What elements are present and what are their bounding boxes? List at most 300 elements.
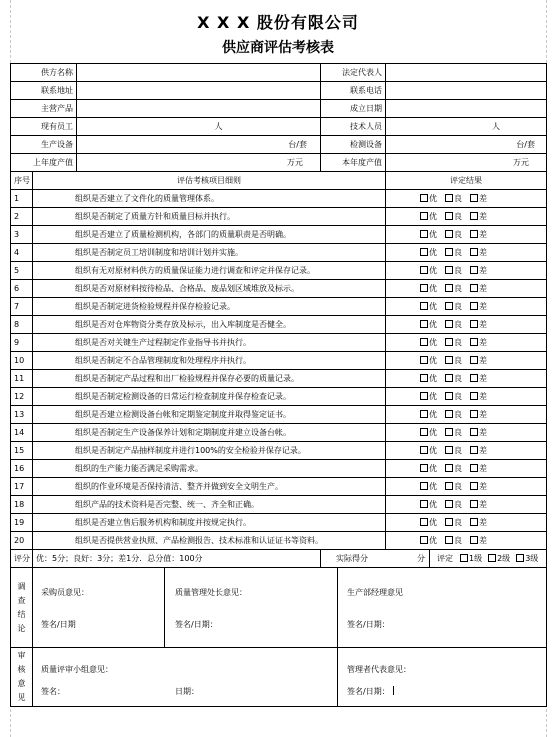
option-poor[interactable] bbox=[470, 427, 487, 438]
header-result: 评定结果 bbox=[386, 172, 547, 190]
option-good[interactable] bbox=[445, 409, 462, 420]
value-tech-staff[interactable] bbox=[386, 118, 547, 136]
checkbox-icon bbox=[470, 212, 478, 220]
criteria-result bbox=[386, 262, 547, 280]
value-address[interactable] bbox=[77, 82, 321, 100]
checkbox-icon bbox=[445, 338, 453, 346]
option-excellent[interactable] bbox=[420, 391, 437, 402]
checkbox-icon bbox=[445, 464, 453, 472]
option-poor-label: 差 bbox=[479, 410, 487, 419]
option-good-label: 良 bbox=[454, 482, 462, 491]
production-manager-sign-date[interactable]: 签名/日期： bbox=[347, 620, 390, 629]
score-rule: 优：5分；良好：3分；差1分．总分值：100分 bbox=[33, 550, 321, 568]
checkbox-icon bbox=[420, 482, 428, 490]
checkbox-icon bbox=[470, 482, 478, 490]
criteria-result bbox=[386, 190, 547, 208]
tech-staff-unit: 人 bbox=[492, 122, 500, 131]
criteria-result bbox=[386, 334, 547, 352]
option-good-label: 良 bbox=[454, 338, 462, 347]
option-poor[interactable] bbox=[470, 373, 487, 384]
criteria-row bbox=[11, 226, 547, 244]
criteria-no: 7 bbox=[11, 298, 33, 316]
criteria-no: 11 bbox=[11, 370, 33, 388]
checkbox-icon bbox=[420, 302, 428, 310]
criteria-result bbox=[386, 280, 547, 298]
criteria-row bbox=[11, 514, 547, 532]
option-excellent-label: 优 bbox=[429, 356, 437, 365]
option-good-label: 良 bbox=[454, 428, 462, 437]
level2-option[interactable] bbox=[488, 553, 510, 564]
checkbox-icon bbox=[445, 392, 453, 400]
score-unit: 分 bbox=[417, 554, 425, 563]
option-poor[interactable] bbox=[470, 517, 487, 528]
criteria-text: 组织是否制定员工培训制度和培训计划并实施。 bbox=[33, 244, 386, 262]
value-production-equipment[interactable] bbox=[77, 136, 321, 154]
option-poor[interactable] bbox=[470, 247, 487, 258]
production-manager-opinion-label: 生产部经理意见 bbox=[347, 588, 403, 597]
option-good[interactable] bbox=[445, 445, 462, 456]
option-excellent[interactable] bbox=[420, 409, 437, 420]
criteria-text: 组织是否建立了质量检测机构，各部门的质量职责是否明确。 bbox=[33, 226, 386, 244]
checkbox-icon bbox=[516, 554, 524, 562]
review-row bbox=[11, 648, 547, 707]
option-excellent-label: 优 bbox=[429, 320, 437, 329]
info-row bbox=[11, 118, 547, 136]
option-excellent[interactable] bbox=[420, 427, 437, 438]
criteria-row bbox=[11, 442, 547, 460]
criteria-no: 5 bbox=[11, 262, 33, 280]
option-poor[interactable] bbox=[470, 463, 487, 474]
option-poor[interactable] bbox=[470, 391, 487, 402]
option-poor[interactable] bbox=[470, 409, 487, 420]
criteria-row bbox=[11, 334, 547, 352]
criteria-result bbox=[386, 244, 547, 262]
checkbox-icon bbox=[445, 212, 453, 220]
quality-head-opinion-label: 质量管理处长意见： bbox=[175, 588, 247, 597]
criteria-no: 19 bbox=[11, 514, 33, 532]
checkbox-icon bbox=[470, 410, 478, 418]
option-excellent-label: 优 bbox=[429, 194, 437, 203]
checkbox-icon bbox=[445, 446, 453, 454]
option-excellent[interactable] bbox=[420, 481, 437, 492]
checkbox-icon bbox=[470, 374, 478, 382]
checkbox-icon bbox=[470, 392, 478, 400]
value-staff[interactable] bbox=[77, 118, 321, 136]
option-good-label: 良 bbox=[454, 230, 462, 239]
level3-option[interactable] bbox=[516, 553, 538, 564]
checkbox-icon bbox=[470, 464, 478, 472]
option-poor-label: 差 bbox=[479, 230, 487, 239]
criteria-row bbox=[11, 496, 547, 514]
option-good[interactable] bbox=[445, 265, 462, 276]
criteria-no: 20 bbox=[11, 532, 33, 550]
option-good[interactable] bbox=[445, 355, 462, 366]
label-established: 成立日期 bbox=[321, 100, 386, 118]
criteria-header-row bbox=[11, 172, 547, 190]
actual-score-value[interactable] bbox=[383, 550, 430, 567]
criteria-no: 3 bbox=[11, 226, 33, 244]
option-excellent-label: 优 bbox=[429, 464, 437, 473]
option-good[interactable] bbox=[445, 337, 462, 348]
criteria-no: 14 bbox=[11, 424, 33, 442]
label-tech-staff: 技术人员 bbox=[321, 118, 386, 136]
criteria-row bbox=[11, 478, 547, 496]
criteria-text: 组织是否建立了文件化的质量管理体系。 bbox=[33, 190, 386, 208]
option-excellent[interactable] bbox=[420, 373, 437, 384]
criteria-text: 组织是否制定生产设备保养计划和定期制度并建立设备台帐。 bbox=[33, 424, 386, 442]
option-poor[interactable] bbox=[470, 265, 487, 276]
option-excellent-label: 优 bbox=[429, 338, 437, 347]
checkbox-icon bbox=[445, 284, 453, 292]
option-poor-label: 差 bbox=[479, 284, 487, 293]
option-poor-label: 差 bbox=[479, 392, 487, 401]
checkbox-icon bbox=[420, 212, 428, 220]
criteria-result bbox=[386, 298, 547, 316]
option-good[interactable] bbox=[445, 481, 462, 492]
evaluation-form bbox=[10, 63, 547, 707]
option-good-label: 良 bbox=[454, 356, 462, 365]
criteria-text: 组织是否建立售后服务机构和制度并按规定执行。 bbox=[33, 514, 386, 532]
option-good[interactable] bbox=[445, 319, 462, 330]
criteria-list bbox=[11, 190, 547, 550]
criteria-row bbox=[11, 298, 547, 316]
criteria-result bbox=[386, 460, 547, 478]
checkbox-icon bbox=[420, 284, 428, 292]
option-poor-label: 差 bbox=[479, 302, 487, 311]
criteria-result bbox=[386, 514, 547, 532]
checkbox-icon bbox=[420, 446, 428, 454]
criteria-text: 组织是否对仓库物资分类存放及标示，出入库制度是否健全。 bbox=[33, 316, 386, 334]
criteria-no: 18 bbox=[11, 496, 33, 514]
criteria-text: 组织是否制定进货检验规程并保存检验记录。 bbox=[33, 298, 386, 316]
option-poor-label: 差 bbox=[479, 374, 487, 383]
criteria-text: 组织产品的技术资料是否完整、统一、齐全和正确。 bbox=[33, 496, 386, 514]
criteria-result bbox=[386, 352, 547, 370]
option-good-label: 良 bbox=[454, 266, 462, 275]
option-excellent[interactable] bbox=[420, 265, 437, 276]
option-good[interactable] bbox=[445, 247, 462, 258]
actual-score-label: 实际得分 bbox=[336, 554, 368, 563]
checkbox-icon bbox=[420, 536, 428, 544]
score-row bbox=[11, 550, 547, 568]
option-poor-label: 差 bbox=[479, 482, 487, 491]
option-good[interactable] bbox=[445, 463, 462, 474]
label-production-equipment: 生产设备 bbox=[11, 136, 77, 154]
checkbox-icon bbox=[420, 194, 428, 202]
score-label: 评分 bbox=[11, 550, 33, 568]
criteria-no: 12 bbox=[11, 388, 33, 406]
survey-label: 调查结论 bbox=[11, 568, 33, 648]
option-poor[interactable] bbox=[470, 535, 487, 546]
checkbox-icon bbox=[470, 446, 478, 454]
company-name: X X X 股份有限公司 bbox=[197, 13, 359, 32]
criteria-result bbox=[386, 208, 547, 226]
this-year-unit: 万元 bbox=[513, 158, 529, 167]
info-row bbox=[11, 100, 547, 118]
option-excellent[interactable] bbox=[420, 283, 437, 294]
option-good-label: 良 bbox=[454, 374, 462, 383]
option-excellent[interactable] bbox=[420, 535, 437, 546]
checkbox-icon bbox=[420, 518, 428, 526]
checkbox-icon bbox=[470, 500, 478, 508]
option-good-label: 良 bbox=[454, 410, 462, 419]
header-no: 序号 bbox=[11, 172, 33, 190]
option-poor-label: 差 bbox=[479, 518, 487, 527]
option-poor-label: 差 bbox=[479, 356, 487, 365]
criteria-no: 15 bbox=[11, 442, 33, 460]
criteria-no: 6 bbox=[11, 280, 33, 298]
criteria-row bbox=[11, 352, 547, 370]
value-main-products[interactable] bbox=[77, 100, 321, 118]
option-good-label: 良 bbox=[454, 536, 462, 545]
document-title: 供应商评估考核表 bbox=[222, 40, 334, 56]
criteria-text: 组织是否对原材料按待检品、合格品、废品划区域堆放及标示。 bbox=[33, 280, 386, 298]
label-this-year-output: 本年度产值 bbox=[321, 154, 386, 172]
option-poor[interactable] bbox=[470, 499, 487, 510]
label-phone: 联系电话 bbox=[321, 82, 386, 100]
criteria-row bbox=[11, 190, 547, 208]
option-good[interactable] bbox=[445, 211, 462, 222]
criteria-text: 组织的生产能力能否满足采购需求。 bbox=[33, 460, 386, 478]
option-excellent[interactable] bbox=[420, 229, 437, 240]
option-excellent-label: 优 bbox=[429, 482, 437, 491]
checkbox-icon bbox=[445, 410, 453, 418]
option-poor-label: 差 bbox=[479, 320, 487, 329]
value-phone[interactable] bbox=[386, 82, 547, 100]
option-poor-label: 差 bbox=[479, 338, 487, 347]
option-excellent[interactable] bbox=[420, 319, 437, 330]
option-poor[interactable] bbox=[470, 445, 487, 456]
option-poor[interactable] bbox=[470, 193, 487, 204]
option-good[interactable] bbox=[445, 373, 462, 384]
option-excellent-label: 优 bbox=[429, 536, 437, 545]
option-poor-label: 差 bbox=[479, 428, 487, 437]
criteria-text: 组织是否制定了质量方针和质量目标并执行。 bbox=[33, 208, 386, 226]
value-established[interactable] bbox=[386, 100, 547, 118]
option-poor-label: 差 bbox=[479, 194, 487, 203]
option-excellent[interactable] bbox=[420, 355, 437, 366]
option-good[interactable] bbox=[445, 301, 462, 312]
option-good-label: 良 bbox=[454, 518, 462, 527]
option-good[interactable] bbox=[445, 427, 462, 438]
checkbox-icon bbox=[445, 518, 453, 526]
option-poor[interactable] bbox=[470, 319, 487, 330]
checkbox-icon bbox=[445, 536, 453, 544]
criteria-row bbox=[11, 208, 547, 226]
criteria-text: 组织是否制定产品过程和出厂检验规程并保存必要的质量记录。 bbox=[33, 370, 386, 388]
checkbox-icon bbox=[420, 410, 428, 418]
option-good[interactable] bbox=[445, 193, 462, 204]
criteria-result bbox=[386, 478, 547, 496]
option-poor[interactable] bbox=[470, 337, 487, 348]
option-good-label: 良 bbox=[454, 500, 462, 509]
criteria-row bbox=[11, 262, 547, 280]
level1-option[interactable] bbox=[460, 553, 482, 564]
option-poor-label: 差 bbox=[479, 464, 487, 473]
option-excellent[interactable] bbox=[420, 499, 437, 510]
criteria-result bbox=[386, 226, 547, 244]
value-inspection-equipment[interactable] bbox=[386, 136, 547, 154]
criteria-result bbox=[386, 424, 547, 442]
management-rep-sign-date-label: 签名/日期： bbox=[347, 687, 390, 696]
checkbox-icon bbox=[420, 266, 428, 274]
option-excellent[interactable] bbox=[420, 211, 437, 222]
checkbox-icon bbox=[445, 266, 453, 274]
option-good[interactable] bbox=[445, 535, 462, 546]
label-staff: 现有员工 bbox=[11, 118, 77, 136]
checkbox-icon bbox=[445, 374, 453, 382]
option-excellent-label: 优 bbox=[429, 518, 437, 527]
label-supplier-name: 供方名称 bbox=[11, 64, 77, 82]
checkbox-icon bbox=[420, 464, 428, 472]
option-good[interactable] bbox=[445, 283, 462, 294]
criteria-no: 13 bbox=[11, 406, 33, 424]
checkbox-icon bbox=[420, 248, 428, 256]
review-team-date[interactable]: 日期： bbox=[175, 687, 199, 696]
staff-unit: 人 bbox=[214, 122, 223, 131]
value-this-year-output[interactable] bbox=[386, 154, 547, 172]
criteria-row bbox=[11, 424, 547, 442]
criteria-row bbox=[11, 406, 547, 424]
criteria-row bbox=[11, 532, 547, 550]
checkbox-icon bbox=[445, 194, 453, 202]
checkbox-icon bbox=[420, 428, 428, 436]
checkbox-icon bbox=[445, 500, 453, 508]
checkbox-icon bbox=[445, 302, 453, 310]
checkbox-icon bbox=[470, 356, 478, 364]
criteria-no: 16 bbox=[11, 460, 33, 478]
checkbox-icon bbox=[470, 230, 478, 238]
option-good[interactable] bbox=[445, 499, 462, 510]
checkbox-icon bbox=[420, 392, 428, 400]
criteria-row bbox=[11, 460, 547, 478]
survey-row bbox=[11, 568, 547, 648]
option-poor[interactable] bbox=[470, 229, 487, 240]
option-excellent-label: 优 bbox=[429, 374, 437, 383]
criteria-row bbox=[11, 244, 547, 262]
checkbox-icon bbox=[470, 428, 478, 436]
option-good-label: 良 bbox=[454, 248, 462, 257]
label-main-products: 主营产品 bbox=[11, 100, 77, 118]
review-team-sign[interactable]: 签名： bbox=[41, 687, 65, 696]
option-excellent[interactable] bbox=[420, 247, 437, 258]
option-poor-label: 差 bbox=[479, 536, 487, 545]
checkbox-icon bbox=[470, 302, 478, 310]
option-excellent-label: 优 bbox=[429, 266, 437, 275]
option-poor-label: 差 bbox=[479, 212, 487, 221]
checkbox-icon bbox=[470, 248, 478, 256]
grade-label: 评定 bbox=[437, 554, 453, 563]
prod-eq-unit: 台/套 bbox=[288, 140, 307, 149]
criteria-no: 17 bbox=[11, 478, 33, 496]
score-result-cell bbox=[321, 550, 547, 568]
level3-label: 3级 bbox=[525, 554, 539, 563]
quality-head-sign-date[interactable]: 签名/日期： bbox=[175, 620, 218, 629]
checkbox-icon bbox=[470, 284, 478, 292]
option-excellent[interactable] bbox=[420, 445, 437, 456]
criteria-no: 1 bbox=[11, 190, 33, 208]
option-excellent-label: 优 bbox=[429, 392, 437, 401]
criteria-result bbox=[386, 316, 547, 334]
criteria-text: 组织是否建立检测设备台帐和定期鉴定制度并取得鉴定证书。 bbox=[33, 406, 386, 424]
option-poor[interactable] bbox=[470, 283, 487, 294]
option-excellent[interactable] bbox=[420, 463, 437, 474]
management-rep-sign-date[interactable] bbox=[347, 686, 394, 697]
criteria-text: 组织是否制定产品抽样制度并进行100%的安全检验并保存记录。 bbox=[33, 442, 386, 460]
purchaser-sign-date[interactable]: 签名/日期 bbox=[41, 620, 76, 629]
checkbox-icon bbox=[470, 536, 478, 544]
criteria-text: 组织是否制定不合品管理制度和处理程序并执行。 bbox=[33, 352, 386, 370]
option-poor[interactable] bbox=[470, 481, 487, 492]
option-excellent[interactable] bbox=[420, 301, 437, 312]
criteria-result bbox=[386, 388, 547, 406]
checkbox-icon bbox=[470, 518, 478, 526]
option-excellent[interactable] bbox=[420, 193, 437, 204]
checkbox-icon bbox=[470, 320, 478, 328]
criteria-result bbox=[386, 406, 547, 424]
option-poor[interactable] bbox=[470, 355, 487, 366]
level1-label: 1级 bbox=[469, 554, 483, 563]
value-last-year-output[interactable] bbox=[77, 154, 321, 172]
option-good[interactable] bbox=[445, 391, 462, 402]
review-section bbox=[33, 648, 547, 707]
option-good[interactable] bbox=[445, 229, 462, 240]
criteria-row bbox=[11, 370, 547, 388]
criteria-result bbox=[386, 496, 547, 514]
review-team-opinion-label: 质量评审小组意见： bbox=[41, 665, 113, 674]
header-detail: 评估考核项目细则 bbox=[33, 172, 386, 190]
option-poor-label: 差 bbox=[479, 500, 487, 509]
checkbox-icon bbox=[420, 374, 428, 382]
option-excellent[interactable] bbox=[420, 517, 437, 528]
review-label: 审核意见 bbox=[11, 648, 33, 707]
option-good-label: 良 bbox=[454, 284, 462, 293]
option-poor-label: 差 bbox=[479, 266, 487, 275]
criteria-text: 组织是否制定检测设备的日常运行检查制度并保存检查记录。 bbox=[33, 388, 386, 406]
level2-label: 2级 bbox=[497, 554, 511, 563]
checkbox-icon bbox=[420, 338, 428, 346]
criteria-no: 10 bbox=[11, 352, 33, 370]
info-row bbox=[11, 82, 547, 100]
option-poor-label: 差 bbox=[479, 248, 487, 257]
option-excellent-label: 优 bbox=[429, 284, 437, 293]
checkbox-icon bbox=[420, 230, 428, 238]
insp-eq-unit: 台/套 bbox=[516, 140, 535, 149]
checkbox-icon bbox=[445, 230, 453, 238]
value-legal-rep[interactable] bbox=[386, 64, 547, 82]
checkbox-icon bbox=[445, 356, 453, 364]
option-excellent[interactable] bbox=[420, 337, 437, 348]
criteria-result bbox=[386, 442, 547, 460]
option-poor[interactable] bbox=[470, 301, 487, 312]
option-good[interactable] bbox=[445, 517, 462, 528]
option-poor[interactable] bbox=[470, 211, 487, 222]
checkbox-icon bbox=[445, 320, 453, 328]
checkbox-icon bbox=[470, 338, 478, 346]
criteria-text: 组织有无对原材料供方的质量保证能力进行调查和评定并保存记录。 bbox=[33, 262, 386, 280]
option-excellent-label: 优 bbox=[429, 302, 437, 311]
option-poor-label: 差 bbox=[479, 446, 487, 455]
criteria-result bbox=[386, 532, 547, 550]
criteria-no: 8 bbox=[11, 316, 33, 334]
value-supplier-name[interactable] bbox=[77, 64, 321, 82]
criteria-text: 组织的作业环境是否保持清洁、整齐并做到安全文明生产。 bbox=[33, 478, 386, 496]
option-excellent-label: 优 bbox=[429, 212, 437, 221]
checkbox-icon bbox=[445, 248, 453, 256]
option-good-label: 良 bbox=[454, 464, 462, 473]
label-legal-rep: 法定代表人 bbox=[321, 64, 386, 82]
option-excellent-label: 优 bbox=[429, 500, 437, 509]
